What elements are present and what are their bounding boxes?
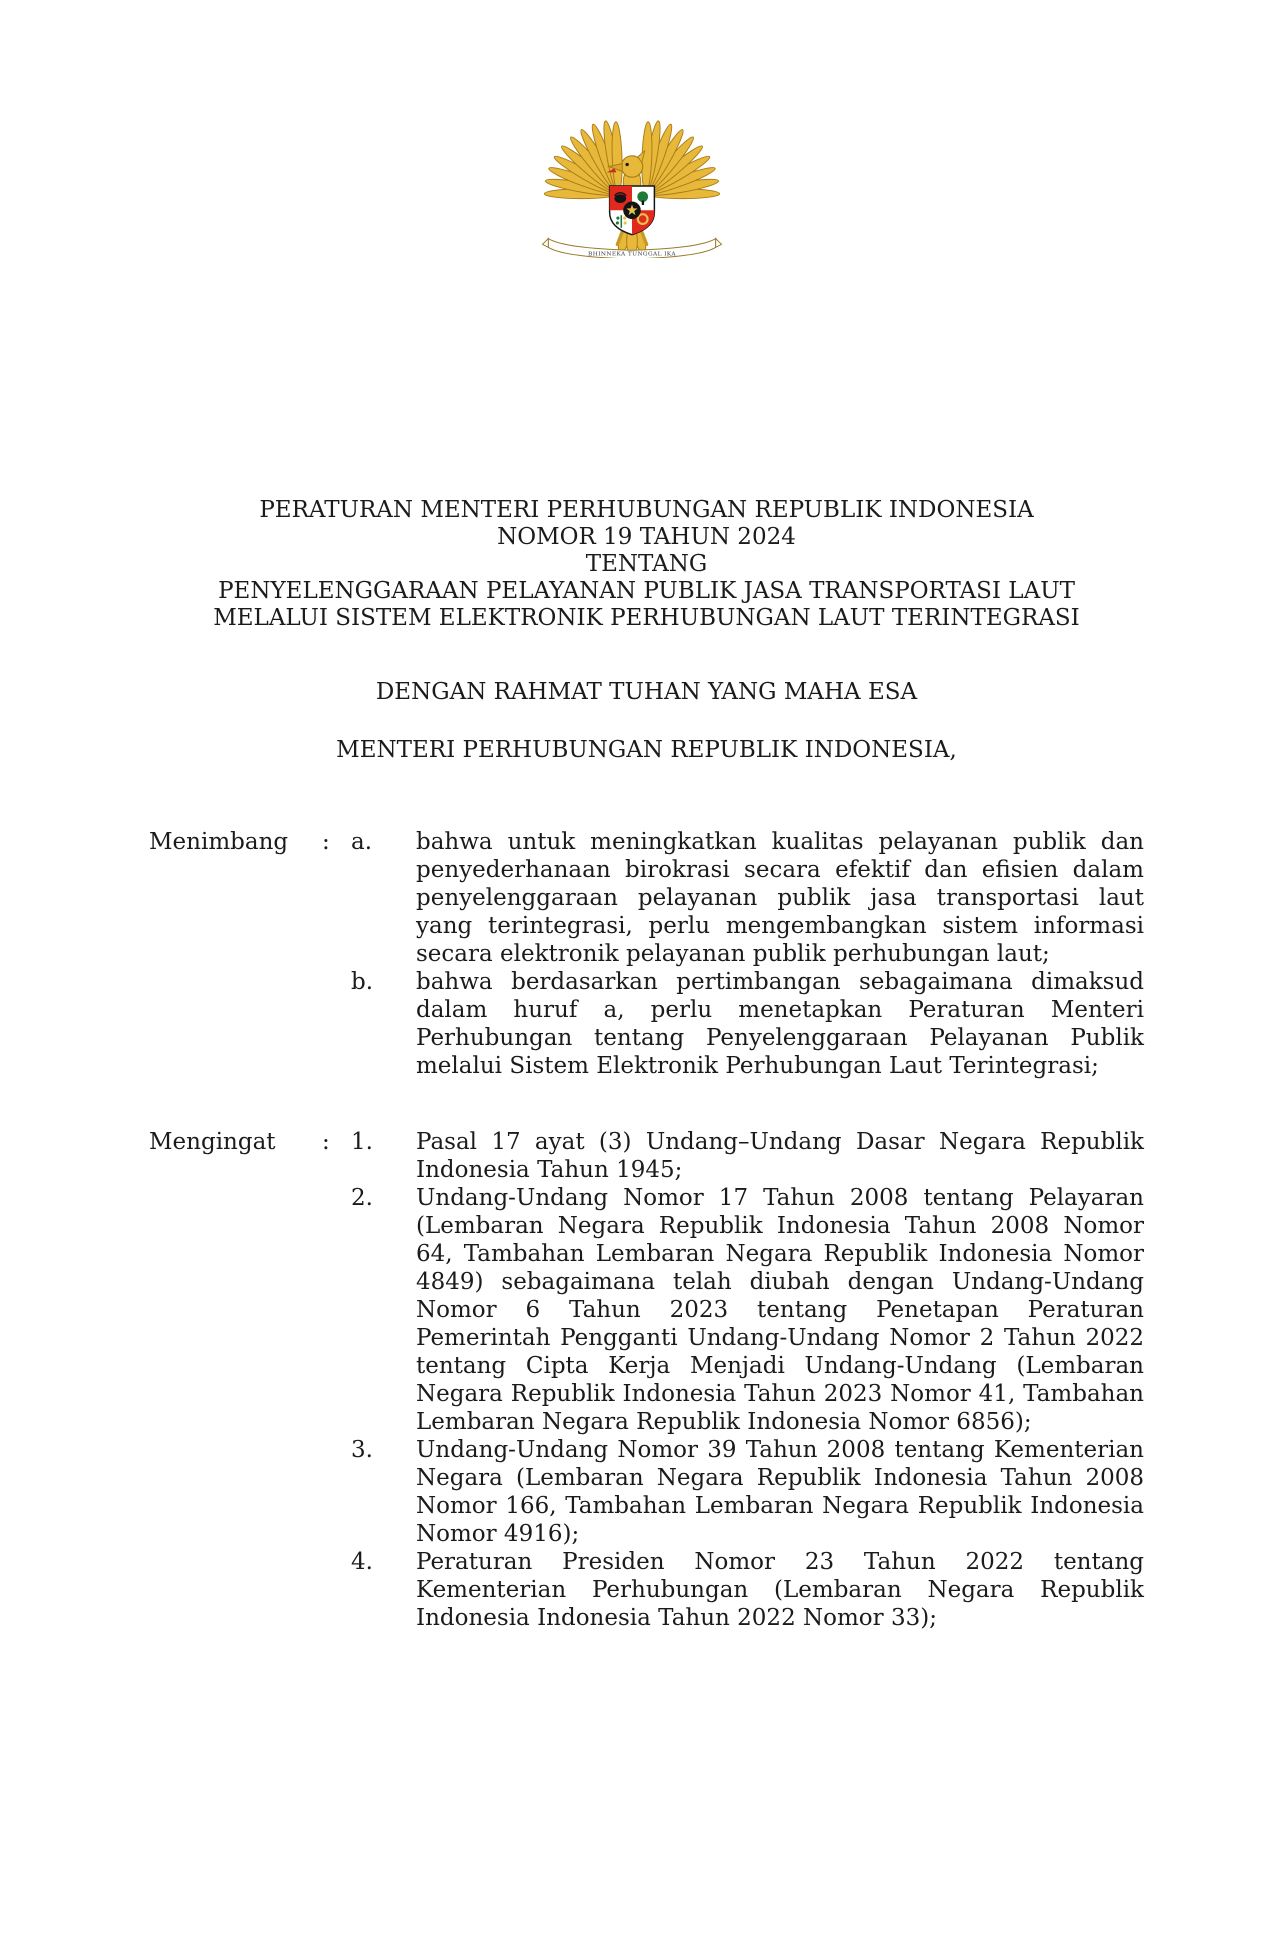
section-label: Mengingat <box>149 1129 276 1155</box>
section-menimbang <box>149 828 1144 1080</box>
section-mengingat <box>149 1128 1144 1632</box>
title-line-3: TENTANG <box>585 551 708 577</box>
item-text: Undang-Undang Nomor 17 Tahun 2008 tentang Pelayaran (Lembaran Negara Republik Indonesia Tahun 2008 Nomor 64, Tambahan Lembaran Negara Republik Indonesia Nomor 4849) sebagaimana telah diubah dengan Undang-Undang Nomor 6 Tahun 2023 tentang Penetapan Peraturan Pemerintah Pengganti Undang-Undang Nomor 2 Tahun 2022 tentang Cipta Kerja Menjadi Undang-Undang (Lembaran Negara Republik Indonesia Tahun 2023 Nomor 41, Tambahan Lembaran Negara Republik Indonesia Nomor 6856); <box>416 1185 1144 1435</box>
garuda-pancasila-icon <box>534 112 730 258</box>
item-marker: 4. <box>351 1549 373 1575</box>
item-marker: b. <box>351 969 374 995</box>
item-marker: a. <box>351 829 373 855</box>
invocation-line: DENGAN RAHMAT TUHAN YANG MAHA ESA <box>375 679 918 705</box>
spacer-cell <box>149 968 322 1080</box>
item-marker: 3. <box>351 1437 373 1463</box>
title-line-2: NOMOR 19 TAHUN 2024 <box>497 524 796 550</box>
title-line-1: PERATURAN MENTERI PERHUBUNGAN REPUBLIK INDONESIA <box>259 497 1034 523</box>
title-line-4: PENYELENGGARAAN PELAYANAN PUBLIK JASA TRANSPORTASI LAUT <box>218 578 1075 604</box>
title-line-5: MELALUI SISTEM ELEKTRONIK PERHUBUNGAN LAUT TERINTEGRASI <box>213 605 1080 631</box>
item-marker: 1. <box>351 1129 373 1155</box>
item-text: Undang-Undang Nomor 39 Tahun 2008 tentang Kementerian Negara (Lembaran Negara Republik Indonesia Tahun 2008 Nomor 166, Tambahan Lembaran Negara Republik Indonesia Nomor 4916); <box>416 1437 1144 1547</box>
spacer-cell <box>322 1436 351 1548</box>
spacer-cell <box>149 1548 322 1632</box>
item-text: bahwa berdasarkan pertimbangan sebagaimana dimaksud dalam huruf a, perlu menetapkan Peraturan Menteri Perhubungan tentang Penyelenggaraan Pelayanan Publik melalui Sistem Elektronik Perhubungan Laut Terintegrasi; <box>416 969 1144 1079</box>
item-text: Peraturan Presiden Nomor 23 Tahun 2022 tentang Kementerian Perhubungan (Lembaran Negara Republik Indonesia Indonesia Tahun 2022 Nomor 33); <box>416 1549 1144 1631</box>
spacer-cell <box>322 1184 351 1436</box>
section-colon: : <box>322 829 330 855</box>
item-marker: 2. <box>351 1185 373 1211</box>
authority-line: MENTERI PERHUBUNGAN REPUBLIK INDONESIA, <box>336 737 957 763</box>
document-body <box>149 828 1144 1632</box>
section-colon: : <box>322 1129 330 1155</box>
item-text: Pasal 17 ayat (3) Undang–Undang Dasar Negara Republik Indonesia Tahun 1945; <box>416 1129 1144 1183</box>
spacer-cell <box>149 1184 322 1436</box>
section-label: Menimbang <box>149 829 289 855</box>
spacer-cell <box>149 1436 322 1548</box>
emblem-motto-text: BHINNEKA TUNGGAL IKA <box>588 251 676 258</box>
spacer-cell <box>322 968 351 1080</box>
item-text: bahwa untuk meningkatkan kualitas pelayanan publik dan penyederhanaan birokrasi secara efektif dan efisien dalam penyelenggaraan pelayanan publik jasa transportasi laut yang terintegrasi, perlu mengembangkan sistem informasi secara elektronik pelayanan publik perhubungan laut; <box>416 829 1144 967</box>
spacer-cell <box>322 1548 351 1632</box>
document-title <box>149 497 1144 632</box>
garuda-pancasila-emblem <box>534 112 730 258</box>
